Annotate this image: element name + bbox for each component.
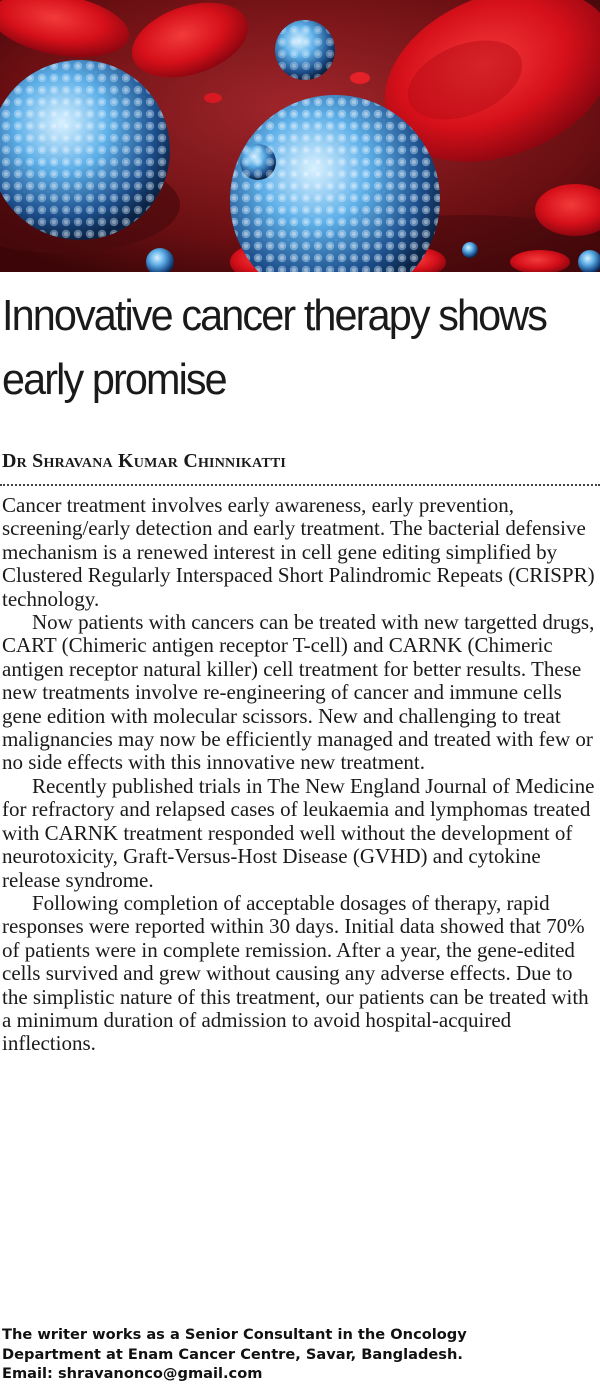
article-paragraph: Now patients with cancers can be treated with new targetted drugs, CART (Chimeric antigen receptor T-cell) and CARNK (Chimeric antigen receptor natural killer) cell treatment for better results. These new treatments involve re-engineering of cancer and immune cells gene edition with molecular scissors. New and challenging to treat malignancies may now be efficiently managed and treated with few or no side effects with this innovative new treatment. — [2, 610, 595, 775]
article-paragraph: Cancer treatment involves early awareness, early prevention, screening/early detection and early treatment. The bacterial defensive mechanism is a renewed interest in cell gene editing simplified by Clustered Regularly Interspaced Short Palindromic Repeats (CRISPR) technology. — [2, 493, 595, 611]
article-title: Innovative cancer therapy shows early promise — [2, 291, 547, 404]
article-paragraph: Recently published trials in The New England Journal of Medicine for refractory and relapsed cases of leukaemia and lymphomas treated with CARNK treatment responded well without the development of neurotoxicity, Graft-Versus-Host Disease (GVHD) and cytokine release syndrome. — [2, 773, 595, 892]
cancer-cells-illustration — [0, 0, 600, 272]
author-note — [2, 1325, 598, 1384]
author-byline: Dr Shravana Kumar Chinnikatti — [2, 450, 287, 472]
article-paragraph: Following completion of acceptable dosages of therapy, rapid responses were reported within 30 days. Initial data showed that 70% of patients were in complete remission. After a year, the gene-edited cells survived and grew without causing any adverse effects. Due to the simplistic nature of this treatment, our patients can be treated with a minimum duration of admission to avoid hospital-acquired inflections. — [2, 890, 589, 1056]
dotted-divider — [0, 484, 600, 486]
author-note-line: Department at Enam Cancer Centre, Savar, Bangladesh. — [2, 1345, 463, 1363]
hero-image — [0, 0, 600, 272]
author-email: Email: shravanonco@gmail.com — [2, 1365, 263, 1382]
article-body — [2, 494, 598, 1056]
author-note-line: The writer works as a Senior Consultant in the Oncology — [2, 1326, 467, 1343]
